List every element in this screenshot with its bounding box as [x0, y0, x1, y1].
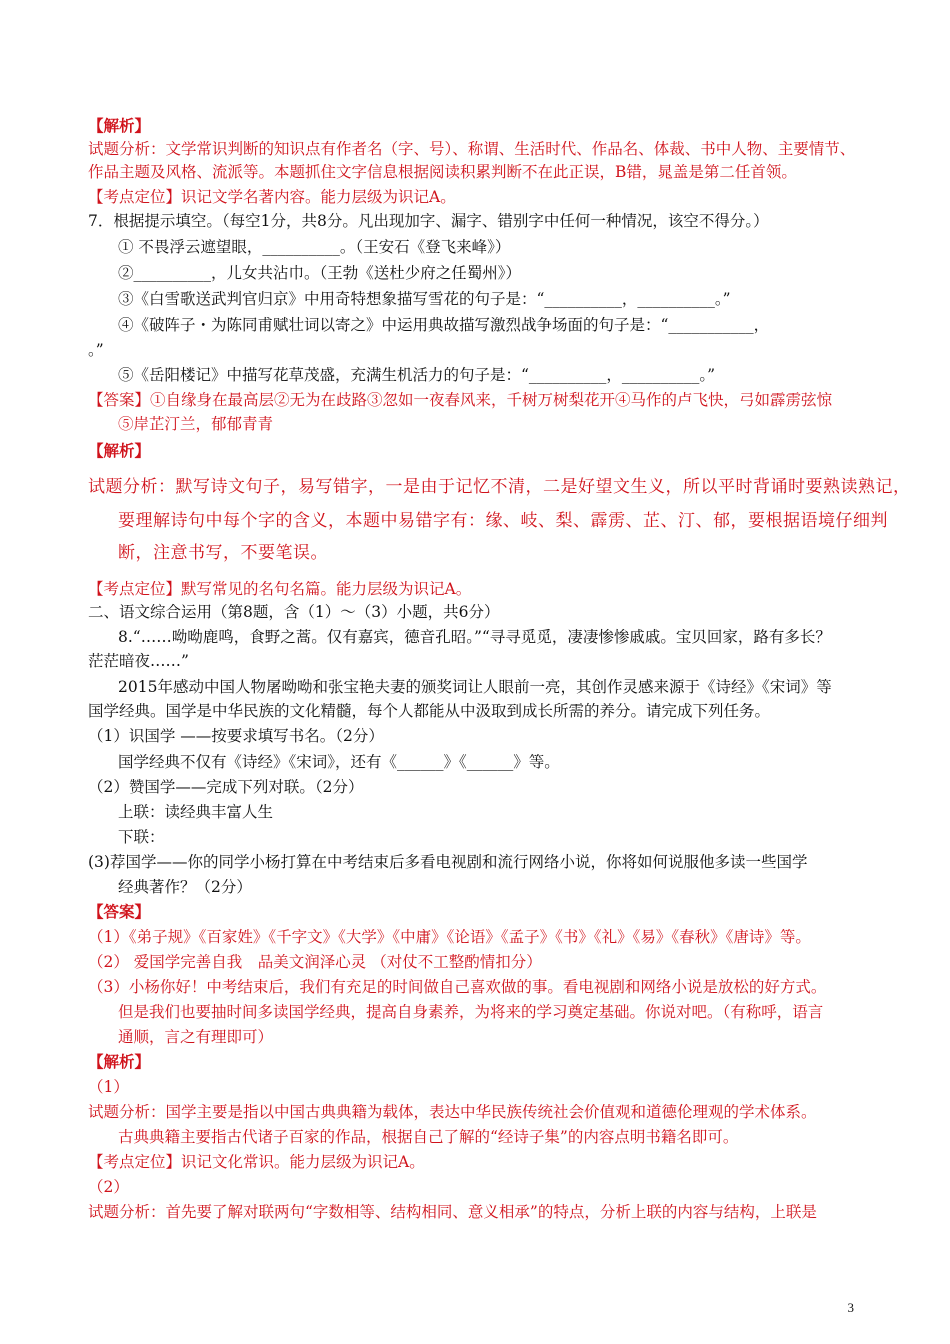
- answer-text: （1）《弟子规》《百家姓》《千字文》《大学》《中庸》《论语》《孟子》《书》《礼》《易》《春秋》《唐诗》等。: [88, 928, 811, 946]
- analysis-text: 要理解诗句中每个字的含义，本题中易错字有：缘、岐、梨、霹雳、芷、汀、郁，要根据语境仔细判: [118, 511, 888, 531]
- analysis-heading: 【解析】: [88, 441, 151, 460]
- sub-question: (3)荐国学——你的同学小杨打算在中考结束后多看电视剧和流行网络小说，你将如何说服他多读一些国学: [88, 853, 808, 871]
- analysis-heading: 【解析】: [88, 116, 151, 135]
- sub-question: （2）赞国学——完成下列对联。（2分）: [88, 778, 364, 796]
- analysis-text: 试题分析：默写诗文句子，易写错字，一是由于记忆不清，二是好望文生义，所以平时背诵时要熟读熟记，: [88, 477, 911, 497]
- answer-text: 通顺，言之有理即可）: [118, 1028, 274, 1046]
- key-point: 【考点定位】识记文学名著内容。能力层级为识记A。: [88, 188, 456, 206]
- answer-text: ⑤岸芷汀兰，郁郁青青: [118, 415, 274, 433]
- question-8-text: 茫茫暗夜……”: [88, 652, 189, 670]
- key-point: 【考点定位】默写常见的名句名篇。能力层级为识记A。: [88, 580, 472, 598]
- question-8: 8.“……呦呦鹿鸣，食野之蒿。仅有嘉宾，德音孔昭。”“寻寻觅觅，凄凄惨惨戚戚。宝贝回家，路有多长？: [118, 628, 831, 646]
- blank-item: ① 不畏浮云遮望眼，__________。（王安石《登飞来峰》）: [118, 238, 511, 256]
- analysis-text: 试题分析：首先要了解对联两句“字数相等、结构相同、意义相承”的特点，分析上联的内容与结构，上联是: [88, 1203, 817, 1221]
- answer-text: （3）小杨你好！中考结束后，我们有充足的时间做自己喜欢做的事。看电视剧和网络小说是放松的好方式。: [88, 978, 827, 996]
- analysis-text: 古典典籍主要指古代诸子百家的作品，根据自己了解的“经诗子集”的内容点明书籍名即可。: [118, 1128, 739, 1146]
- sub-question-text: 国学经典不仅有《诗经》《宋词》，还有《______》《______》等。: [118, 753, 560, 771]
- analysis-heading: 【解析】: [88, 1052, 151, 1071]
- page-number: 3: [847, 1300, 854, 1315]
- section-heading: 二、语文综合运用（第8题，含（1）～（3）小题，共6分）: [88, 603, 500, 621]
- couplet-lower: 下联：: [118, 828, 165, 846]
- blank-item: ②__________，儿女共沾巾。（王勃《送杜少府之任蜀州》）: [118, 264, 522, 282]
- sub-question: （1）识国学 ——按要求填写书名。（2分）: [88, 727, 384, 745]
- answer-text: 【答案】①自缘身在最高层②无为在歧路③忽如一夜春风来，千树万树梨花开④马作的卢飞快，弓如霹雳弦惊: [88, 391, 833, 409]
- couplet-upper: 上联：读经典丰富人生: [118, 803, 274, 821]
- answer-text: （2） 爱国学完善自我 品美文润泽心灵 （对仗不工整酌情扣分）: [88, 953, 542, 971]
- question-8-text: 国学经典。国学是中华民族的文化精髓，每个人都能从中汲取到成长所需的养分。请完成下列任务。: [88, 702, 771, 720]
- analysis-sub-number: （2）: [88, 1178, 129, 1196]
- blank-item-continued: 。”: [88, 341, 104, 359]
- blank-item: ③《白雪歌送武判官归京》中用奇特想象描写雪花的句子是：“__________，__________。”: [118, 290, 731, 308]
- blank-item: ⑤《岳阳楼记》中描写花草茂盛，充满生机活力的句子是：“__________，__________。”: [118, 366, 716, 384]
- key-point: 【考点定位】识记文化常识。能力层级为识记A。: [88, 1153, 425, 1171]
- answer-text: 但是我们也要抽时间多读国学经典，提高自身素养，为将来的学习奠定基础。你说对吧。（有称呼，语言: [118, 1003, 824, 1021]
- analysis-text: 试题分析：文学常识判断的知识点有作者名（字、号）、称谓、生活时代、作品名、体裁、书中人物、主要情节、: [88, 140, 856, 158]
- blank-item: ④《破阵子・为陈同甫赋壮词以寄之》中运用典故描写激烈战争场面的句子是：“___________，: [118, 316, 770, 334]
- analysis-sub-number: （1）: [88, 1078, 129, 1096]
- question-8-text: 2015年感动中国人物屠呦呦和张宝艳夫妻的颁奖词让人眼前一亮，其创作灵感来源于《诗经》《宋词》等: [118, 678, 832, 696]
- question-7: 7．根据提示填空。（每空1分，共8分。凡出现加字、漏字、错别字中任何一种情况，该空不得分。）: [88, 212, 769, 230]
- answer-heading: 【答案】: [88, 902, 151, 921]
- analysis-text: 试题分析：国学主要是指以中国古典典籍为载体，表达中华民族传统社会价值观和道德伦理观的学术体系。: [88, 1103, 817, 1121]
- analysis-text: 作品主题及风格、流派等。本题抓住文字信息根据阅读积累判断不在此正误，B错，晁盖是第二任首领。: [88, 163, 797, 181]
- sub-question-text: 经典著作？（2分）: [118, 878, 252, 896]
- analysis-text: 断，注意书写，不要笔误。: [118, 543, 328, 563]
